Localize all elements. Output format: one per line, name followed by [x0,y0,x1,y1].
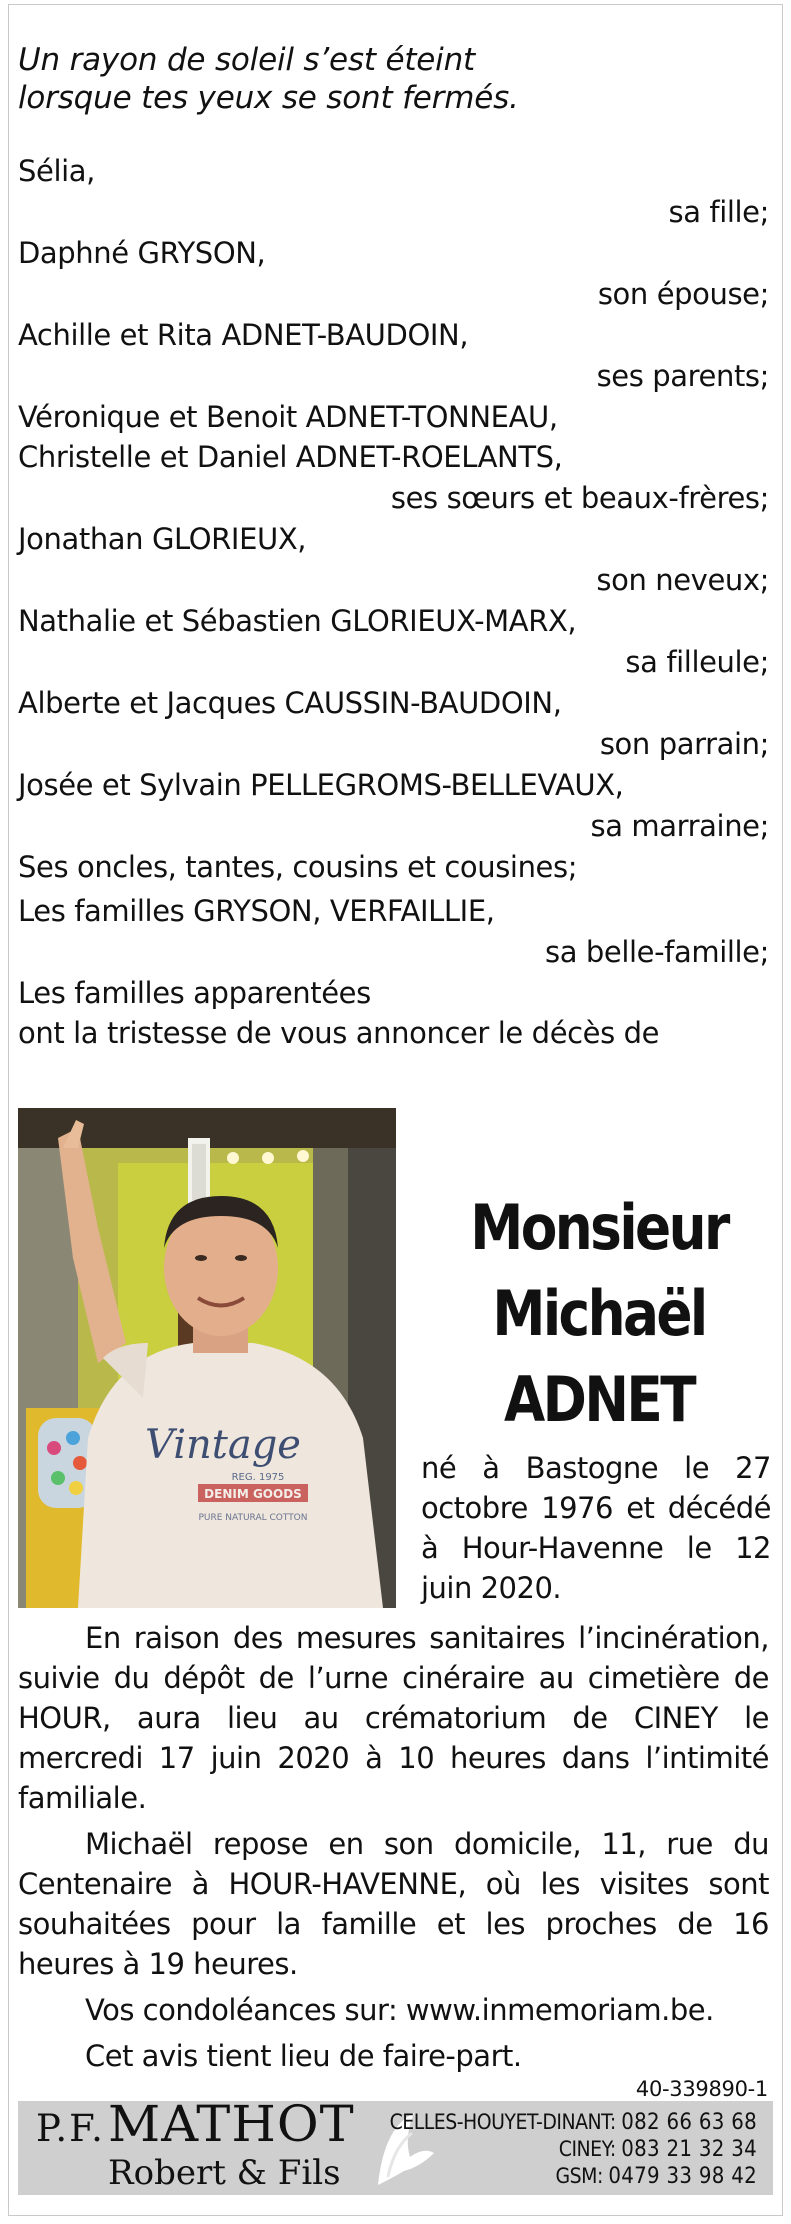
contact-phone: 083 21 32 34 [621,2137,757,2162]
pf-label: P.F. [36,2107,105,2150]
family-member-names: Josée et Sylvain PELLEGROMS-BELLEVAUX, [18,768,624,802]
paragraph-condolences: Vos condoléances sur: www.inmemoriam.be. [85,1993,714,2027]
shirt-print-text: Vintage [145,1422,301,1468]
family-member-names: Sélia, [18,154,95,188]
portrait-photo [18,1108,396,1608]
contact-row [337,2136,757,2163]
honorific: Monsieur [470,1191,728,1264]
birth-death-info: né à Bastogne le 27 octobre 1976 et décédé à Hour-Havenne le 12 juin 2020. [421,1451,771,1605]
family-relation: son parrain; [599,727,769,761]
family-list [18,151,769,1053]
family-relation: sa marraine; [590,809,769,843]
shirt-print-sub: PURE NATURAL COTTON [198,1513,308,1523]
family-relation: ses parents; [596,359,769,393]
family-member-names: Jonathan GLORIEUX, [18,522,307,556]
family-relation: son épouse; [597,277,769,311]
family-relation: sa belle-famille; [545,935,769,969]
paragraph-ceremony: En raison des mesures sanitaires l’incinération, suivie du dépôt de l’urne cinéraire au cimetière de HOUR, aura lieu au crématorium de CINEY le mercredi 17 juin 2020 à 10 heures dans l’intimité familiale. [18,1621,769,1815]
shirt-print-sub: REG. 1975 [231,1472,285,1483]
contact-phone: 0479 33 98 42 [608,2164,757,2189]
contact-row [337,2163,757,2190]
opening-quote [18,41,758,117]
funeral-home-footer [18,2095,773,2195]
family-member-names: Nathalie et Sébastien GLORIEUX-MARX, [18,604,577,638]
contact-phone: 082 66 63 68 [621,2110,757,2135]
portrait-illustration [18,1108,396,1608]
last-name: ADNET [503,1363,695,1436]
family-relation: ses sœurs et beaux-frères; [390,481,769,515]
shirt-print-sub: DENIM GOODS [204,1487,302,1501]
contact-list [337,2109,757,2190]
family-member-names: Ses oncles, tantes, cousins et cousines; [18,850,578,884]
reference-number: 40-339890-1 [635,2077,768,2101]
contact-row [337,2109,757,2136]
first-name: Michaël [492,1277,706,1350]
family-member-names: Achille et Rita ADNET-BAUDOIN, [18,318,469,352]
brand-name: MATHOT [108,2095,355,2153]
contact-place: GSM: [555,2164,603,2188]
quote-line: lorsque tes yeux se sont fermés. [18,80,519,116]
paragraph-notice: Cet avis tient lieu de faire-part. [85,2039,522,2073]
family-member-names: Les familles GRYSON, VERFAILLIE, [18,894,495,928]
obituary-notice [8,4,783,2216]
contact-place: CELLES-HOUYET-DINANT: [389,2110,616,2134]
deceased-name-block [444,1185,754,1443]
family-relation: son neveux; [596,563,769,597]
family-relation: sa filleule; [625,645,769,679]
family-member-names: ont la tristesse de vous annoncer le décès de [18,1016,660,1050]
family-member-names: Alberte et Jacques CAUSSIN-BAUDOIN, [18,686,562,720]
family-relation: sa fille; [668,195,769,229]
family-member-names: Christelle et Daniel ADNET-ROELANTS, [18,440,563,474]
quote-line: Un rayon de soleil s’est éteint [18,42,475,78]
ceremony-details [18,1618,769,2076]
paragraph-visitation: Michaël repose en son domicile, 11, rue du Centenaire à HOUR-HAVENNE, où les visites sont souhaitées pour la famille et les proches de 16 heures à 19 heures. [18,1827,769,1981]
contact-place: CINEY: [558,2137,616,2161]
family-member-names: Les familles apparentées [18,976,371,1010]
brand-subtitle: Robert & Fils [108,2153,341,2193]
family-member-names: Véronique et Benoit ADNET-TONNEAU, [18,400,558,434]
family-member-names: Daphné GRYSON, [18,236,266,270]
